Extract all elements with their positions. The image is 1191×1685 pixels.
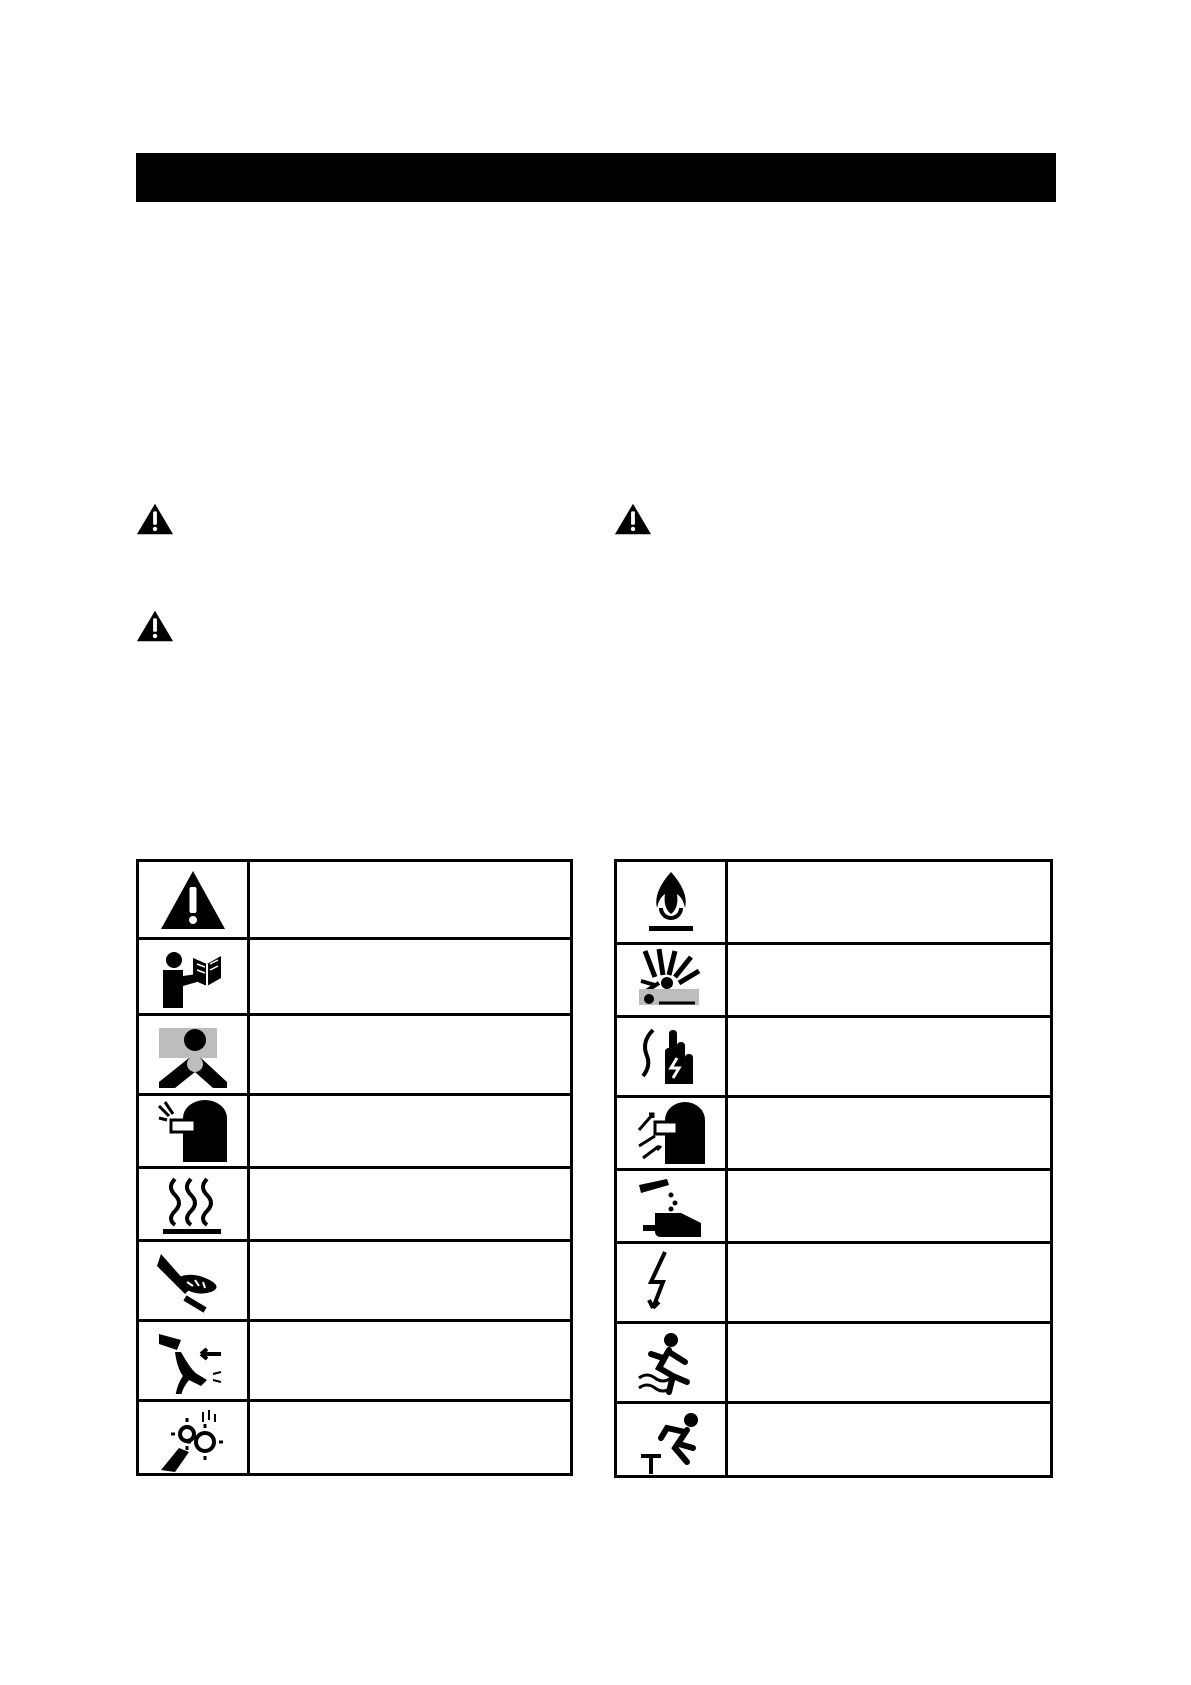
section-title-bar <box>136 153 1056 202</box>
electricity-icon <box>617 1244 725 1321</box>
symbol-row <box>139 1399 570 1479</box>
symbol-row <box>139 1093 570 1166</box>
electric-shock-icon <box>617 1018 725 1095</box>
symbol-row <box>617 942 1050 1015</box>
explosion-hazard-icon <box>617 945 725 1015</box>
hot-surface-icon <box>139 1169 247 1239</box>
symbol-meaning <box>250 1402 570 1479</box>
symbol-row <box>139 1166 570 1239</box>
symbol-row <box>617 1168 1050 1241</box>
cut-hazard-icon <box>139 1242 247 1319</box>
eye-protection-icon <box>139 1096 247 1166</box>
warning-triangle-icon <box>614 502 652 536</box>
slip-hazard-icon <box>617 1324 725 1401</box>
fire-hazard-icon <box>617 862 725 939</box>
symbol-row <box>617 1095 1050 1168</box>
symbol-row <box>617 862 1050 939</box>
amputation-hazard-icon <box>139 1322 247 1399</box>
warning-triangle-icon <box>136 502 174 536</box>
hazard-symbol-table-right <box>614 859 1053 1478</box>
symbol-meaning <box>728 1404 1050 1481</box>
symbol-meaning <box>728 945 1050 1015</box>
toxic-fumes-icon <box>139 1016 247 1093</box>
symbol-meaning <box>728 1171 1050 1241</box>
symbol-row <box>617 1241 1050 1321</box>
symbol-meaning <box>250 1016 570 1093</box>
symbol-meaning <box>728 1324 1050 1401</box>
hazard-symbol-table-left <box>136 859 573 1476</box>
read-manual-icon <box>139 940 247 1013</box>
corrosive-hazard-icon <box>617 1171 725 1241</box>
symbol-meaning <box>250 862 570 937</box>
symbol-row <box>617 1321 1050 1401</box>
symbol-row <box>617 1015 1050 1095</box>
symbol-meaning <box>250 1096 570 1166</box>
symbol-meaning <box>250 940 570 1013</box>
symbol-row <box>139 1319 570 1399</box>
symbol-row <box>139 1239 570 1319</box>
symbol-meaning <box>728 1018 1050 1095</box>
entanglement-hazard-icon <box>139 1402 247 1479</box>
symbol-row <box>139 862 570 937</box>
symbol-meaning <box>250 1169 570 1239</box>
symbol-row <box>139 937 570 1013</box>
symbol-meaning <box>250 1322 570 1399</box>
symbol-meaning <box>728 1098 1050 1168</box>
symbol-meaning <box>728 1244 1050 1321</box>
symbol-row <box>139 1013 570 1093</box>
flying-debris-icon <box>617 1098 725 1168</box>
symbol-row <box>617 1401 1050 1481</box>
safety-alert-icon <box>139 862 247 937</box>
symbol-meaning <box>728 862 1050 939</box>
symbol-meaning <box>250 1242 570 1319</box>
warning-triangle-icon <box>136 609 174 643</box>
fall-hazard-icon <box>617 1404 725 1481</box>
